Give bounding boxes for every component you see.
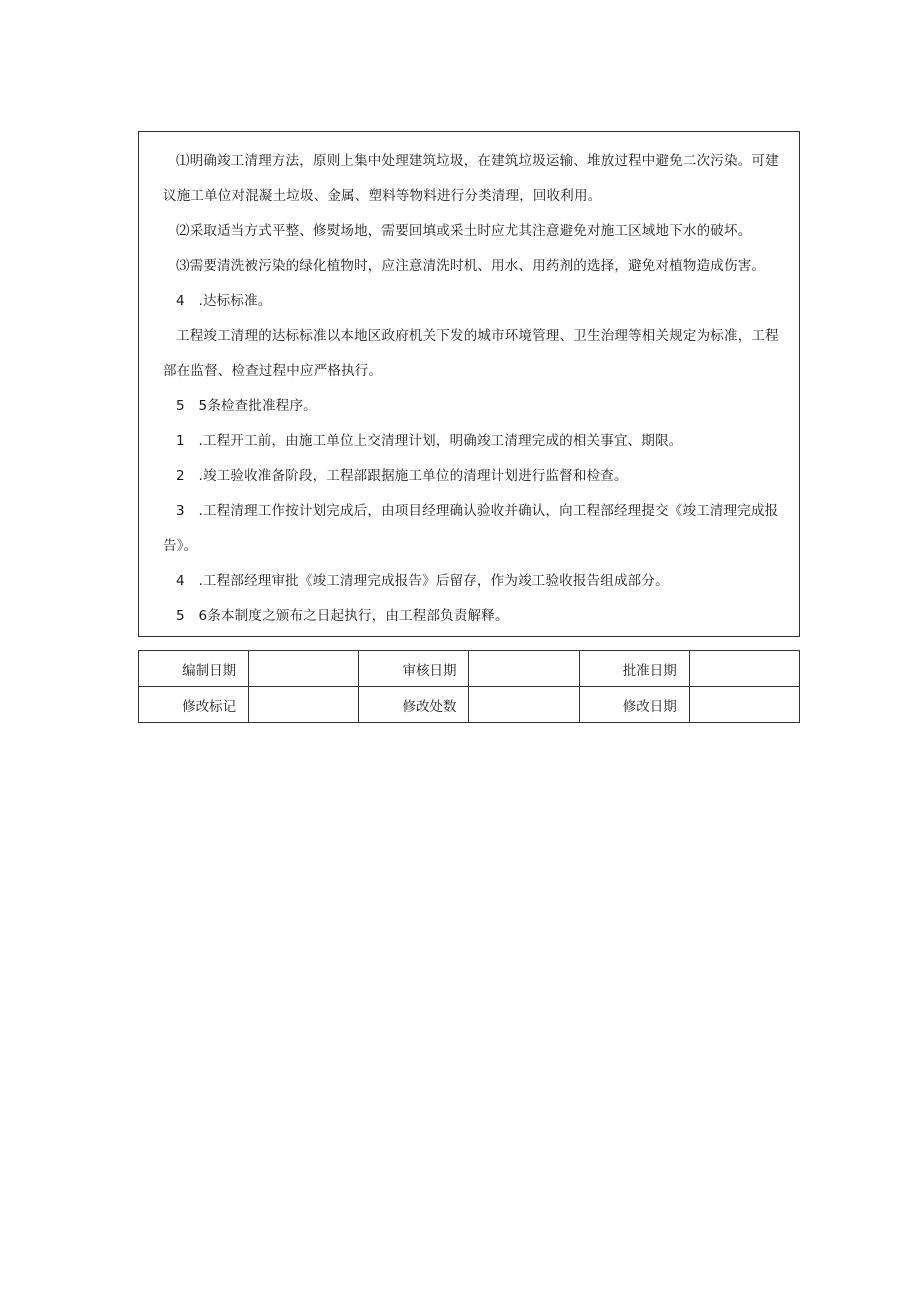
revision-mark-field[interactable] [249, 687, 359, 723]
paragraph-step-4: 4 .工程部经理审批《竣工清理完成报告》后留存，作为竣工验收报告组成部分。 [176, 573, 669, 589]
revision-date-field[interactable] [689, 687, 799, 723]
paragraph-standard-body: 工程竣工清理的达标标准以本地区政府机关下发的城市环境管理、卫生治理等相关规定为标准，工程部在监督、检查过程中应严格执行。 [163, 328, 779, 379]
approve-date-label: 批准日期 [579, 651, 689, 687]
revision-count-field[interactable] [469, 687, 579, 723]
paragraph-cleanup-method: ⑴明确竣工清理方法，原则上集中处理建筑垃圾，在建筑垃圾运输、堆放过程中避免二次污染。可建议施工单位对混凝土垃圾、金属、塑料等物料进行分类清理，回收利用。 [163, 153, 779, 204]
paragraph-step-1: 1 .工程开工前，由施工单位上交清理计划，明确竣工清理完成的相关事宜、期限。 [176, 433, 683, 449]
paragraph-article-5-5: 5 5条检查批准程序。 [176, 398, 317, 414]
revision-mark-label: 修改标记 [139, 687, 249, 723]
paragraph-article-5-6: 5 6条本制度之颁布之日起执行，由工程部负责解释。 [176, 608, 509, 624]
document-body [138, 131, 800, 637]
table-row [139, 651, 800, 687]
paragraph-step-3: 3 .工程清理工作按计划完成后，由项目经理确认验收并确认，向工程部经理提交《竣工清理完成报告》。 [163, 503, 779, 554]
compile-date-field[interactable] [249, 651, 359, 687]
revision-count-label: 修改处数 [359, 687, 469, 723]
approve-date-field[interactable] [689, 651, 799, 687]
paragraph-site-leveling: ⑵采取适当方式平整、修熨场地，需要回填或采土时应尤其注意避免对施工区域地下水的破坏。 [176, 223, 752, 239]
paragraph-standard-heading: 4 .达标标准。 [176, 293, 272, 309]
paragraph-plant-cleaning: ⑶需要清洗被污染的绿化植物时，应注意清洗时机、用水、用药剂的选择，避免对植物造成伤害。 [176, 258, 766, 274]
review-date-field[interactable] [469, 651, 579, 687]
revision-date-label: 修改日期 [579, 687, 689, 723]
table-row [139, 687, 800, 723]
paragraph-step-2: 2 .竣工验收准备阶段，工程部跟据施工单位的清理计划进行监督和检查。 [176, 468, 628, 484]
review-date-label: 审核日期 [359, 651, 469, 687]
compile-date-label: 编制日期 [139, 651, 249, 687]
approval-table [138, 650, 800, 723]
